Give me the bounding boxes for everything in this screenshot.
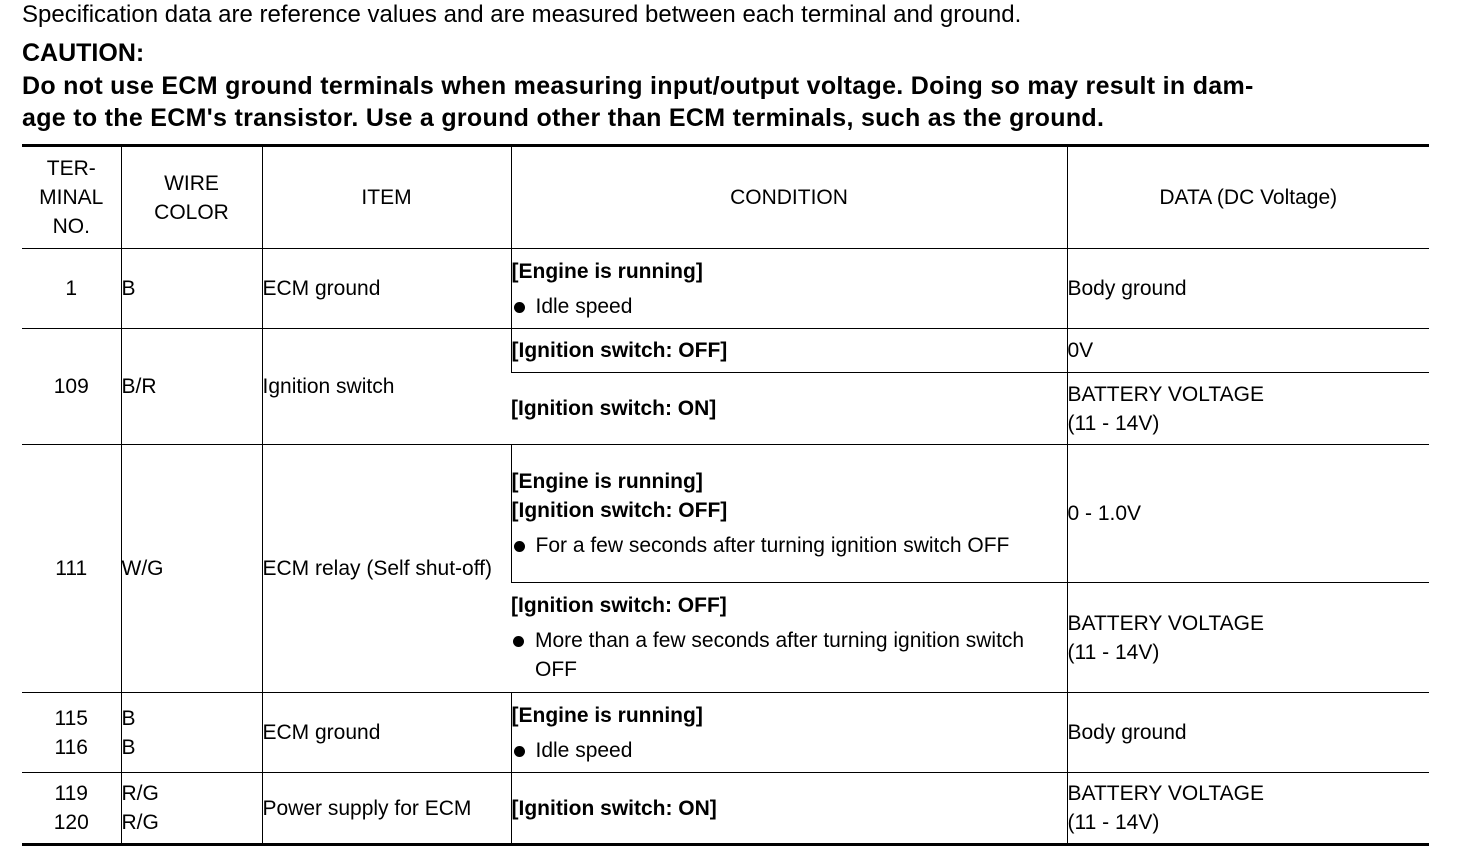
wire-color: B — [121, 735, 136, 759]
terminal-no-cell — [22, 329, 121, 445]
condition-cell — [511, 373, 1067, 445]
wire-color: R/G — [121, 811, 159, 834]
terminal-no-cell — [22, 773, 121, 845]
table-row — [22, 249, 1429, 329]
data-cell — [1067, 329, 1429, 373]
wire-color: B — [121, 277, 136, 300]
bullet-dot-icon — [514, 302, 525, 313]
header-item: ITEM — [262, 146, 511, 249]
data-value: Body ground — [1067, 277, 1187, 300]
condition-bullet — [512, 292, 1067, 321]
data-cell — [1067, 445, 1429, 583]
bullet-dot-icon — [513, 636, 524, 647]
table-header-row — [22, 146, 1429, 249]
header-terminal-line: TER- — [46, 157, 96, 180]
condition-heading: [Ignition switch: OFF] — [511, 594, 727, 617]
intro-text: Specification data are reference values and are measured between each terminal and ground. — [22, 1, 1022, 28]
wire-color: B/R — [121, 375, 157, 398]
caution-line: age to the ECM's transistor. Use a ground other than ECM terminals, such as the ground. — [22, 104, 1105, 132]
caution-line: Do not use ECM ground terminals when measuring input/output voltage. Doing so may result in dam- — [22, 72, 1254, 100]
condition-heading: [Engine is running] — [511, 703, 703, 727]
condition-heading: [Engine is running] — [511, 470, 703, 493]
terminal-no: 116 — [54, 735, 88, 759]
data-cell — [1067, 583, 1429, 693]
table-row — [22, 329, 1429, 373]
header-terminal-no — [22, 146, 121, 249]
header-terminal-line: MINAL — [39, 186, 104, 209]
condition-bullet — [511, 626, 1067, 684]
data-value: 0 - 1.0V — [1067, 502, 1142, 525]
condition-heading: [Ignition switch: OFF] — [511, 499, 728, 522]
data-value: Body ground — [1067, 721, 1187, 744]
condition-bullet-text: For a few seconds after turning ignition switch OFF — [535, 534, 1010, 557]
condition-cell — [511, 329, 1067, 373]
wire-color-cell — [121, 329, 262, 445]
wire-color: W/G — [121, 557, 164, 580]
item-cell: Ignition switch — [262, 329, 511, 445]
terminal-no-cell — [22, 249, 121, 329]
data-value: BATTERY VOLTAGE — [1067, 382, 1264, 406]
condition-bullet-text: Idle speed — [535, 294, 633, 318]
terminal-no-cell — [22, 693, 121, 773]
data-cell — [1067, 373, 1429, 445]
condition-cell — [511, 583, 1067, 693]
caution-title: CAUTION: — [22, 39, 145, 67]
condition-heading: [Ignition switch: OFF] — [511, 339, 728, 362]
condition-cell — [511, 445, 1067, 583]
item-cell: ECM ground — [262, 249, 511, 329]
bullet-dot-icon — [514, 541, 525, 552]
data-value: BATTERY VOLTAGE — [1067, 782, 1264, 805]
wire-color-cell — [121, 249, 262, 329]
header-wire-color — [121, 146, 262, 249]
table-row — [22, 693, 1429, 773]
data-cell — [1067, 249, 1429, 329]
wire-color: R/G — [121, 782, 159, 805]
header-condition: CONDITION — [511, 146, 1067, 249]
condition-bullet — [512, 736, 1067, 765]
wire-color: B — [121, 706, 136, 730]
condition-cell — [511, 249, 1067, 329]
condition-cell — [511, 773, 1067, 845]
header-wire-line: WIRE — [164, 171, 219, 195]
data-value: 0V — [1067, 339, 1094, 362]
condition-heading: [Ignition switch: ON] — [511, 397, 717, 420]
data-cell — [1067, 693, 1429, 773]
data-value: (11 - 14V) — [1067, 411, 1160, 435]
item-cell: ECM ground — [262, 693, 511, 773]
header-data: DATA (DC Voltage) — [1067, 146, 1429, 249]
header-wire-line: COLOR — [154, 200, 229, 224]
condition-bullet-text: Idle speed — [535, 738, 633, 762]
caution-text — [22, 70, 1442, 134]
bullet-dot-icon — [514, 746, 525, 757]
item-cell: ECM relay (Self shut-off) — [262, 445, 511, 693]
item-cell: Power supply for ECM — [262, 773, 511, 845]
table-row — [22, 445, 1429, 583]
header-terminal-line: NO. — [52, 215, 90, 238]
data-value: (11 - 14V) — [1067, 811, 1160, 834]
wire-color-cell — [121, 445, 262, 693]
terminal-no: 1 — [65, 277, 78, 300]
wire-color-cell — [121, 693, 262, 773]
data-value: BATTERY VOLTAGE — [1067, 611, 1264, 635]
data-value: (11 - 14V) — [1067, 640, 1160, 664]
terminal-no: 111 — [55, 557, 88, 580]
terminal-no: 109 — [53, 375, 89, 398]
condition-heading: [Engine is running] — [511, 259, 703, 283]
wire-color-cell — [121, 773, 262, 845]
terminal-no: 119 — [54, 782, 88, 805]
condition-heading: [Ignition switch: ON] — [511, 796, 717, 820]
data-cell — [1067, 773, 1429, 845]
terminal-spec-table — [22, 144, 1429, 846]
condition-cell — [511, 693, 1067, 773]
terminal-no: 115 — [54, 706, 88, 730]
condition-bullet-text: More than a few seconds after turning ignition switch OFF — [535, 629, 1025, 681]
terminal-no: 120 — [53, 811, 89, 834]
condition-bullet — [512, 531, 1067, 560]
terminal-no-cell — [22, 445, 121, 693]
table-row — [22, 773, 1429, 845]
